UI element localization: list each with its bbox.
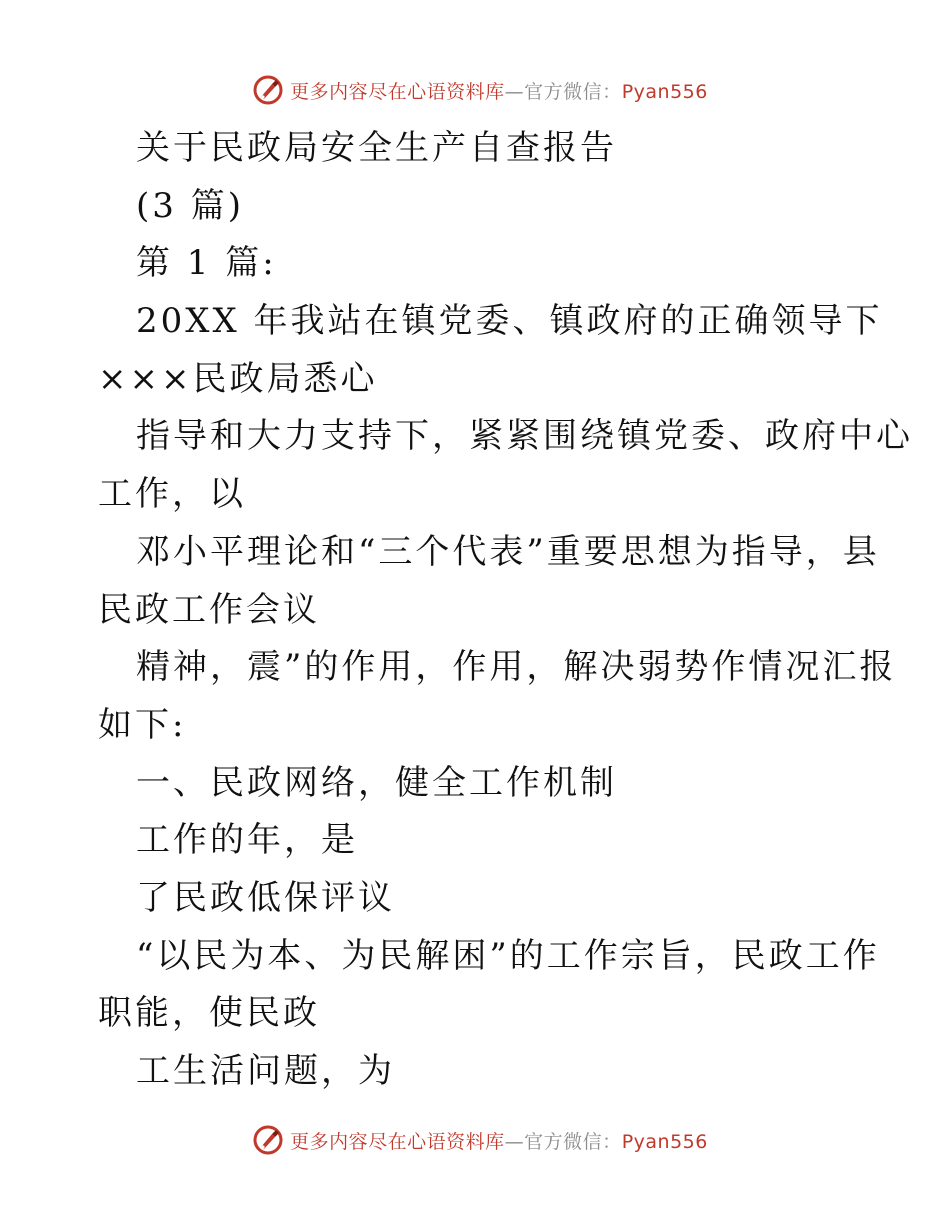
paragraph-line: 民政工作会议 bbox=[98, 589, 320, 630]
section-heading: 第 1 篇: bbox=[136, 243, 277, 284]
paragraph-line: 了民政低保评议 bbox=[136, 877, 395, 918]
watermark-main-text: 更多内容尽在心语资料库 bbox=[290, 1130, 505, 1153]
pen-circle-logo-icon bbox=[252, 74, 284, 106]
paragraph-line: 指导和大力支持下，紧紧围绕镇党委、政府中心 bbox=[136, 416, 913, 457]
subsection-heading: 一、民政网络，健全工作机制 bbox=[136, 762, 617, 803]
watermark-official-label: 官方微信： bbox=[524, 80, 622, 103]
watermark-official-label: 官方微信： bbox=[524, 1130, 622, 1153]
watermark-group bbox=[252, 74, 708, 106]
paragraph-line: 工生活问题，为 bbox=[136, 1051, 395, 1091]
paragraph-line: 职能，使民政 bbox=[98, 993, 320, 1034]
document-title: 关于民政局安全生产自查报告 bbox=[136, 128, 617, 168]
paragraph-line: 邓小平理论和“三个代表”重要思想为指导，县 bbox=[136, 531, 880, 572]
watermark-dash: — bbox=[504, 1130, 525, 1153]
watermark-main-text: 更多内容尽在心语资料库 bbox=[290, 80, 505, 103]
paragraph-line: 工作的年，是 bbox=[136, 820, 358, 861]
paragraph-line: ×××民政局悉心 bbox=[98, 358, 378, 399]
pen-circle-logo-icon bbox=[252, 1124, 284, 1156]
document-subtitle: (3 篇) bbox=[136, 185, 244, 226]
paragraph-line: 20XX 年我站在镇党委、镇政府的正确领导下 bbox=[136, 301, 883, 342]
paragraph-line: 如下: bbox=[98, 704, 187, 745]
paragraph-line: 精神，震”的作用，作用，解决弱势作情况汇报 bbox=[136, 647, 897, 688]
watermark-banner-top bbox=[0, 70, 950, 110]
document-body bbox=[98, 120, 913, 1101]
watermark-wechat-id: Pyan556 bbox=[621, 80, 708, 103]
watermark-group bbox=[252, 1124, 708, 1156]
watermark-wechat-id: Pyan556 bbox=[621, 1130, 708, 1153]
paragraph-line: “以民为本、为民解困”的工作宗旨，民政工作 bbox=[136, 935, 880, 976]
watermark-banner-bottom bbox=[0, 1120, 950, 1160]
paragraph-line: 工作，以 bbox=[98, 474, 246, 515]
watermark-dash: — bbox=[504, 80, 525, 103]
